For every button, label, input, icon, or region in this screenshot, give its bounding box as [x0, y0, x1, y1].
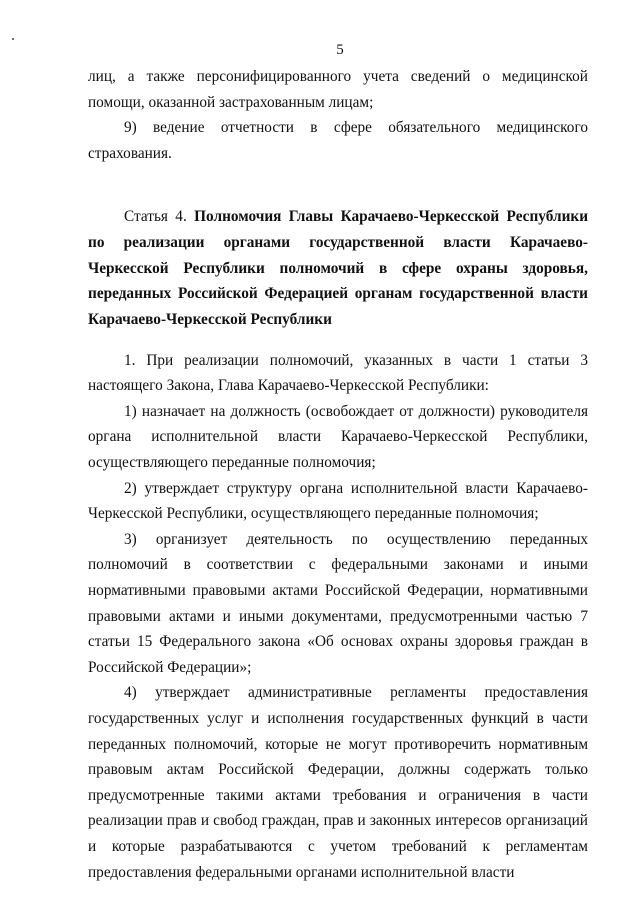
paragraph-item-3: 3) организует деятельность по осуществлению переданных полномочий в соответствии с федеральными законами и иными нормативными правовыми актами Российской Федерации, нормативными правовыми актами и иными документами, предусмотренными частью 7 статьи 15 Федерального закона «Об основах охраны здоровья граждан в Российской Федерации»;: [88, 530, 588, 676]
page-number: 5: [336, 42, 344, 58]
paragraph-item-2: 2) утверждает структуру органа исполнительной власти Карачаево-Черкесской Республики, осуществляющего переданные полномочия;: [88, 479, 588, 523]
document-body: [88, 64, 588, 885]
scan-speck: [12, 38, 14, 40]
paragraph-part-1: 1. При реализации полномочий, указанных в части 1 статьи 3 настоящего Закона, Глава Карачаево-Черкесской Республики:: [88, 351, 588, 395]
article-heading: [88, 204, 588, 332]
article-title: Полномочия Главы Карачаево-Черкесской Республики по реализации органами государственной власти Карачаево-Черкесской Республики полномочий в сфере охраны здоровья, переданных Российской Федерацией органам государственной власти Карачаево-Черкесской Республики: [88, 208, 589, 328]
article-label: Статья 4.: [124, 208, 187, 226]
paragraph-continuation: лиц, а также персонифицированного учета сведений о медицинской помощи, оказанной застрахованным лицам;: [88, 68, 588, 111]
paragraph-item-9: 9) ведение отчетности в сфере обязательного медицинского страхования.: [88, 119, 588, 162]
paragraph-item-4: 4) утверждает административные регламенты предоставления государственных услуг и исполнения государственных функций в части переданных полномочий, которые не могут противоречить нормативным правовым актам Российской Федерации, должны содержать только предусмотренные такими актами требования и ограничения в части реализации прав и свобод граждан, прав и законных интересов организаций и которые разрабатываются с учетом требований к регламентам предоставления федеральными органами исполнительной власти: [88, 684, 588, 881]
paragraph-item-1: 1) назначает на должность (освобождает от должности) руководителя органа исполнительной власти Карачаево-Черкесской Республики, осуществляющего переданные полномочия;: [88, 402, 588, 472]
